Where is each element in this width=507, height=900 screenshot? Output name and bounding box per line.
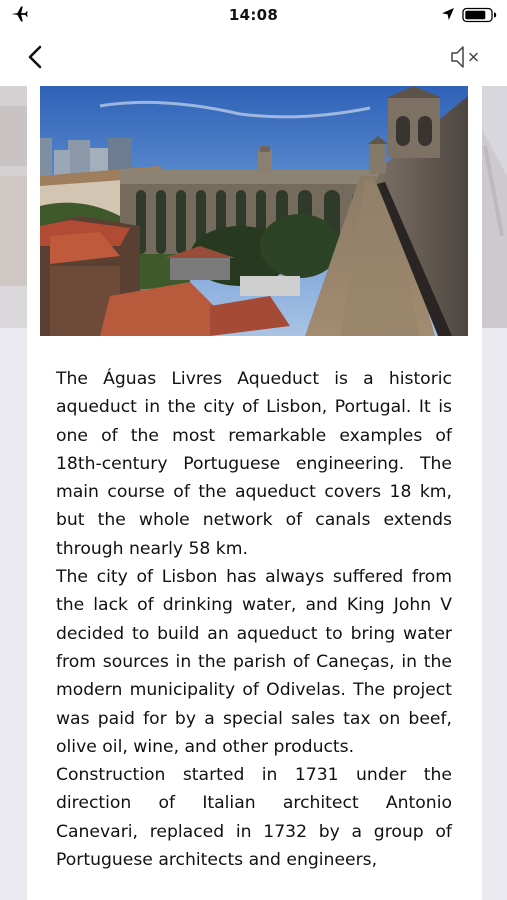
article-card	[27, 86, 482, 900]
article-text	[56, 365, 452, 874]
next-card-peek[interactable]	[480, 86, 507, 328]
status-time: 14:08	[228, 6, 279, 24]
article-paragraph: The Águas Livres Aqueduct is a historic aqueduct in the city of Lisbon, Portugal. It is one of the most remarkable examples of 18th-century Portuguese engineering. The main course of the aqueduct covers 18 km, but the whole network of canals extends through nearly 58 km.	[56, 369, 452, 559]
mute-button[interactable]	[448, 44, 484, 70]
status-bar	[0, 0, 507, 30]
navigation-bar	[0, 30, 507, 86]
previous-card-image	[0, 86, 27, 328]
battery-icon	[462, 7, 498, 23]
speaker-muted-icon	[452, 47, 477, 67]
next-card-image	[480, 86, 507, 328]
article-paragraph: The city of Lisbon has always suffered from the lack of drinking water, and King John V decided to build an aqueduct to bring water from sources in the parish of Caneças, in the modern municipality of Odivelas. The project was paid for by a special sales tax on beef, olive oil, wine, and other products.	[56, 567, 452, 757]
previous-card-peek[interactable]	[0, 86, 27, 328]
article-paragraph: Construction started in 1731 under the direction of Italian architect Antonio Canevari, replaced in 1732 by a group of Portuguese architects and engineers,	[56, 765, 452, 871]
location-arrow-icon	[441, 7, 455, 21]
aqueduct-photo	[40, 86, 468, 336]
back-button[interactable]	[22, 42, 50, 72]
